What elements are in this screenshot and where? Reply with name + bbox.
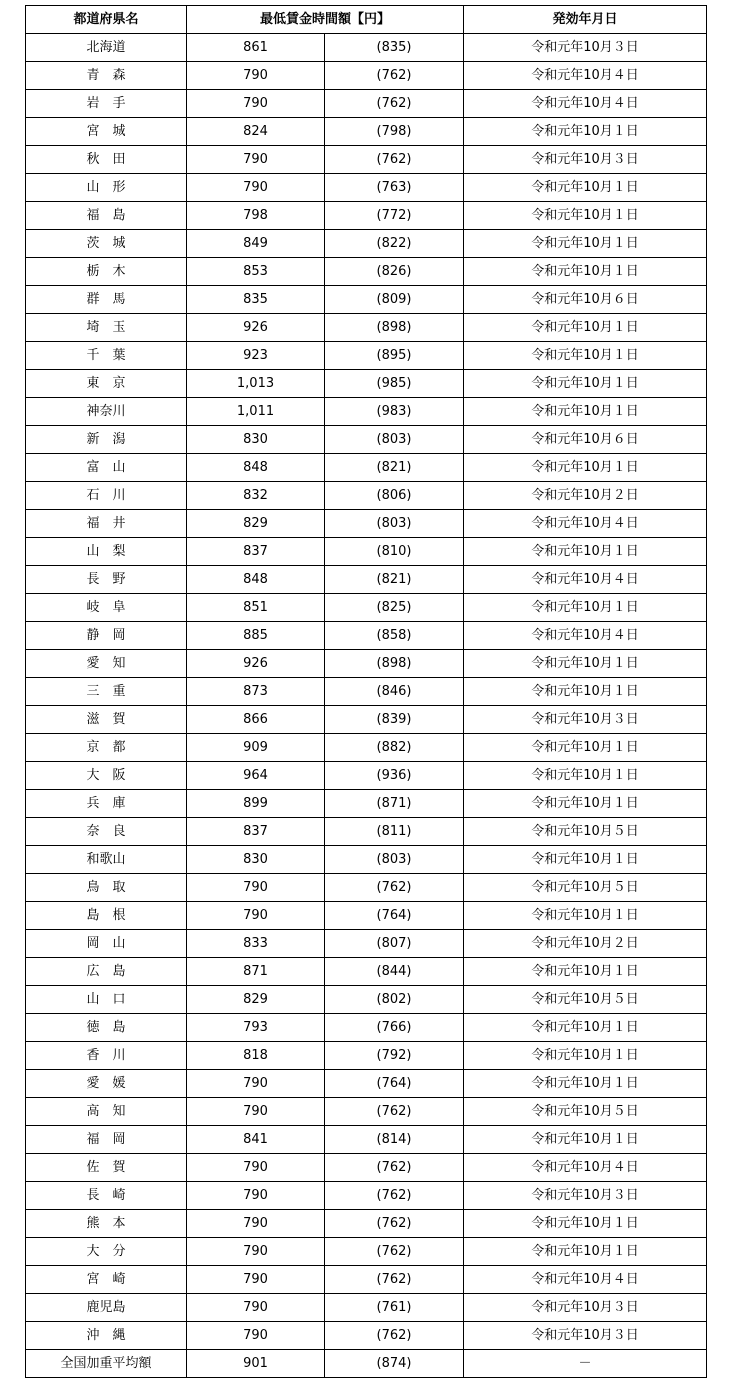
previous-wage-cell: (936)	[325, 762, 464, 790]
effective-date-cell: 令和元年10月１日	[464, 314, 707, 342]
previous-wage-cell: (803)	[325, 426, 464, 454]
effective-date-cell: 令和元年10月１日	[464, 846, 707, 874]
prefecture-cell: 新 潟	[26, 426, 187, 454]
table-row	[26, 1070, 707, 1098]
previous-wage-cell: (858)	[325, 622, 464, 650]
previous-wage-cell: (846)	[325, 678, 464, 706]
table-row	[26, 118, 707, 146]
effective-date-cell: 令和元年10月４日	[464, 510, 707, 538]
prefecture-cell: 広 島	[26, 958, 187, 986]
current-wage-cell: 790	[187, 1070, 325, 1098]
table-row	[26, 62, 707, 90]
prefecture-cell: 栃 木	[26, 258, 187, 286]
table-row	[26, 90, 707, 118]
current-wage-cell: 873	[187, 678, 325, 706]
effective-date-cell: 令和元年10月３日	[464, 1294, 707, 1322]
current-wage-cell: 830	[187, 426, 325, 454]
table-row	[26, 874, 707, 902]
table-row	[26, 1154, 707, 1182]
effective-date-cell: 令和元年10月１日	[464, 1210, 707, 1238]
effective-date-cell: 令和元年10月１日	[464, 370, 707, 398]
effective-date-cell: 令和元年10月４日	[464, 90, 707, 118]
prefecture-cell: 沖 縄	[26, 1322, 187, 1350]
previous-wage-cell: (761)	[325, 1294, 464, 1322]
effective-date-cell: 令和元年10月１日	[464, 650, 707, 678]
previous-wage-cell: (871)	[325, 790, 464, 818]
effective-date-cell: 令和元年10月１日	[464, 1042, 707, 1070]
table-row	[26, 566, 707, 594]
table-row	[26, 846, 707, 874]
previous-wage-cell: (825)	[325, 594, 464, 622]
prefecture-cell: 宮 城	[26, 118, 187, 146]
previous-wage-cell: (844)	[325, 958, 464, 986]
effective-date-cell: 令和元年10月１日	[464, 118, 707, 146]
prefecture-cell: 大 分	[26, 1238, 187, 1266]
effective-date-cell: 令和元年10月４日	[464, 62, 707, 90]
table-row	[26, 510, 707, 538]
previous-wage-cell: (762)	[325, 1210, 464, 1238]
minimum-wage-table	[25, 5, 707, 1378]
table-row	[26, 1294, 707, 1322]
effective-date-cell: 令和元年10月１日	[464, 1238, 707, 1266]
prefecture-cell: 東 京	[26, 370, 187, 398]
current-wage-cell: 835	[187, 286, 325, 314]
previous-wage-cell: (803)	[325, 510, 464, 538]
previous-wage-cell: (762)	[325, 1154, 464, 1182]
effective-date-cell: 令和元年10月４日	[464, 1266, 707, 1294]
effective-date-cell: 令和元年10月５日	[464, 874, 707, 902]
previous-wage-cell: (809)	[325, 286, 464, 314]
prefecture-cell: 佐 賀	[26, 1154, 187, 1182]
current-wage-cell: 837	[187, 538, 325, 566]
effective-date-cell: 令和元年10月１日	[464, 398, 707, 426]
previous-wage-cell: (822)	[325, 230, 464, 258]
previous-wage-cell: (762)	[325, 146, 464, 174]
effective-date-cell: 令和元年10月１日	[464, 454, 707, 482]
previous-wage-cell: (764)	[325, 1070, 464, 1098]
prefecture-cell: 神奈川	[26, 398, 187, 426]
table-row	[26, 594, 707, 622]
effective-date-cell: 令和元年10月１日	[464, 678, 707, 706]
current-wage-cell: 790	[187, 174, 325, 202]
current-wage-cell: 899	[187, 790, 325, 818]
table-row	[26, 258, 707, 286]
effective-date-cell: 令和元年10月１日	[464, 734, 707, 762]
prefecture-cell: 島 根	[26, 902, 187, 930]
effective-date-cell: 令和元年10月４日	[464, 1154, 707, 1182]
current-wage-cell: 848	[187, 566, 325, 594]
prefecture-cell: 埼 玉	[26, 314, 187, 342]
prefecture-cell: 大 阪	[26, 762, 187, 790]
previous-wage-cell: (811)	[325, 818, 464, 846]
previous-wage-cell: (985)	[325, 370, 464, 398]
table-row	[26, 538, 707, 566]
current-wage-cell: 798	[187, 202, 325, 230]
header-wage: 最低賃金時間額【円】	[187, 6, 464, 34]
current-wage-cell: 1,011	[187, 398, 325, 426]
current-wage-cell: 833	[187, 930, 325, 958]
previous-wage-cell: (806)	[325, 482, 464, 510]
previous-wage-cell: (821)	[325, 454, 464, 482]
current-wage-cell: 790	[187, 1098, 325, 1126]
previous-wage-cell: (983)	[325, 398, 464, 426]
effective-date-cell: 令和元年10月１日	[464, 174, 707, 202]
previous-wage-cell: (802)	[325, 986, 464, 1014]
header-prefecture: 都道府県名	[26, 6, 187, 34]
prefecture-cell: 宮 崎	[26, 1266, 187, 1294]
current-wage-cell: 851	[187, 594, 325, 622]
previous-wage-cell: (807)	[325, 930, 464, 958]
current-wage-cell: 830	[187, 846, 325, 874]
effective-date-cell: 令和元年10月５日	[464, 818, 707, 846]
current-wage-cell: 1,013	[187, 370, 325, 398]
current-wage-cell: 790	[187, 62, 325, 90]
current-wage-cell: 861	[187, 34, 325, 62]
table-row	[26, 734, 707, 762]
table-row	[26, 34, 707, 62]
effective-date-cell: 令和元年10月１日	[464, 342, 707, 370]
prefecture-cell: 熊 本	[26, 1210, 187, 1238]
current-wage-cell: 837	[187, 818, 325, 846]
previous-wage-cell: (839)	[325, 706, 464, 734]
table-row	[26, 1182, 707, 1210]
prefecture-cell: 岐 阜	[26, 594, 187, 622]
previous-wage-cell: (898)	[325, 314, 464, 342]
table-row	[26, 818, 707, 846]
previous-wage-cell: (814)	[325, 1126, 464, 1154]
current-wage-cell: 790	[187, 1154, 325, 1182]
current-wage-cell: 832	[187, 482, 325, 510]
previous-wage-cell: (826)	[325, 258, 464, 286]
previous-wage-cell: (762)	[325, 1266, 464, 1294]
prefecture-cell: 福 岡	[26, 1126, 187, 1154]
current-wage-cell: 871	[187, 958, 325, 986]
prefecture-cell: 鳥 取	[26, 874, 187, 902]
prefecture-cell: 山 形	[26, 174, 187, 202]
prefecture-cell: 奈 良	[26, 818, 187, 846]
table-row	[26, 1266, 707, 1294]
prefecture-cell: 長 野	[26, 566, 187, 594]
previous-wage-cell: (874)	[325, 1350, 464, 1378]
effective-date-cell: 令和元年10月１日	[464, 1014, 707, 1042]
effective-date-cell: 令和元年10月１日	[464, 1070, 707, 1098]
prefecture-cell: 香 川	[26, 1042, 187, 1070]
current-wage-cell: 841	[187, 1126, 325, 1154]
table-row	[26, 1238, 707, 1266]
table-header-row	[26, 6, 707, 34]
table-body	[26, 34, 707, 1378]
prefecture-cell: 全国加重平均額	[26, 1350, 187, 1378]
effective-date-cell: 令和元年10月１日	[464, 594, 707, 622]
prefecture-cell: 秋 田	[26, 146, 187, 174]
effective-date-cell: 令和元年10月１日	[464, 958, 707, 986]
table-row	[26, 230, 707, 258]
previous-wage-cell: (835)	[325, 34, 464, 62]
prefecture-cell: 茨 城	[26, 230, 187, 258]
current-wage-cell: 885	[187, 622, 325, 650]
current-wage-cell: 849	[187, 230, 325, 258]
prefecture-cell: 千 葉	[26, 342, 187, 370]
effective-date-cell: 令和元年10月１日	[464, 902, 707, 930]
effective-date-cell: 令和元年10月３日	[464, 1322, 707, 1350]
previous-wage-cell: (895)	[325, 342, 464, 370]
table-row	[26, 454, 707, 482]
table-row	[26, 370, 707, 398]
prefecture-cell: 愛 知	[26, 650, 187, 678]
effective-date-cell: 令和元年10月１日	[464, 762, 707, 790]
effective-date-cell: 令和元年10月３日	[464, 706, 707, 734]
current-wage-cell: 793	[187, 1014, 325, 1042]
effective-date-cell: 令和元年10月６日	[464, 426, 707, 454]
prefecture-cell: 石 川	[26, 482, 187, 510]
effective-date-cell: 令和元年10月４日	[464, 622, 707, 650]
table-row	[26, 1350, 707, 1378]
current-wage-cell: 829	[187, 510, 325, 538]
current-wage-cell: 818	[187, 1042, 325, 1070]
effective-date-cell: 令和元年10月３日	[464, 1182, 707, 1210]
table-row	[26, 790, 707, 818]
table-row	[26, 706, 707, 734]
prefecture-cell: 滋 賀	[26, 706, 187, 734]
table-row	[26, 650, 707, 678]
table-row	[26, 622, 707, 650]
table-row	[26, 286, 707, 314]
previous-wage-cell: (803)	[325, 846, 464, 874]
current-wage-cell: 790	[187, 1182, 325, 1210]
current-wage-cell: 790	[187, 1322, 325, 1350]
current-wage-cell: 853	[187, 258, 325, 286]
prefecture-cell: 青 森	[26, 62, 187, 90]
table-row	[26, 930, 707, 958]
previous-wage-cell: (762)	[325, 1182, 464, 1210]
current-wage-cell: 909	[187, 734, 325, 762]
effective-date-cell: 令和元年10月１日	[464, 1126, 707, 1154]
current-wage-cell: 790	[187, 146, 325, 174]
current-wage-cell: 824	[187, 118, 325, 146]
prefecture-cell: 山 口	[26, 986, 187, 1014]
effective-date-cell: 令和元年10月４日	[464, 566, 707, 594]
table-row	[26, 342, 707, 370]
current-wage-cell: 848	[187, 454, 325, 482]
effective-date-cell: 令和元年10月３日	[464, 34, 707, 62]
prefecture-cell: 三 重	[26, 678, 187, 706]
previous-wage-cell: (792)	[325, 1042, 464, 1070]
effective-date-cell: 令和元年10月２日	[464, 482, 707, 510]
previous-wage-cell: (821)	[325, 566, 464, 594]
header-effective-date: 発効年月日	[464, 6, 707, 34]
effective-date-cell: 令和元年10月５日	[464, 986, 707, 1014]
prefecture-cell: 北海道	[26, 34, 187, 62]
previous-wage-cell: (764)	[325, 902, 464, 930]
previous-wage-cell: (898)	[325, 650, 464, 678]
previous-wage-cell: (762)	[325, 1238, 464, 1266]
prefecture-cell: 兵 庫	[26, 790, 187, 818]
prefecture-cell: 和歌山	[26, 846, 187, 874]
table-row	[26, 314, 707, 342]
current-wage-cell: 926	[187, 650, 325, 678]
table-row	[26, 1014, 707, 1042]
effective-date-cell: 令和元年10月１日	[464, 202, 707, 230]
prefecture-cell: 徳 島	[26, 1014, 187, 1042]
table-row	[26, 986, 707, 1014]
table-row	[26, 426, 707, 454]
table-row	[26, 902, 707, 930]
previous-wage-cell: (810)	[325, 538, 464, 566]
current-wage-cell: 790	[187, 902, 325, 930]
prefecture-cell: 岩 手	[26, 90, 187, 118]
previous-wage-cell: (772)	[325, 202, 464, 230]
prefecture-cell: 福 井	[26, 510, 187, 538]
prefecture-cell: 高 知	[26, 1098, 187, 1126]
current-wage-cell: 901	[187, 1350, 325, 1378]
effective-date-cell: 令和元年10月６日	[464, 286, 707, 314]
effective-date-cell: 令和元年10月２日	[464, 930, 707, 958]
effective-date-cell: 令和元年10月１日	[464, 538, 707, 566]
previous-wage-cell: (762)	[325, 90, 464, 118]
prefecture-cell: 愛 媛	[26, 1070, 187, 1098]
previous-wage-cell: (762)	[325, 1322, 464, 1350]
effective-date-cell: 令和元年10月５日	[464, 1098, 707, 1126]
previous-wage-cell: (762)	[325, 1098, 464, 1126]
prefecture-cell: 京 都	[26, 734, 187, 762]
current-wage-cell: 790	[187, 874, 325, 902]
current-wage-cell: 790	[187, 1294, 325, 1322]
table-row	[26, 678, 707, 706]
effective-date-cell: 令和元年10月１日	[464, 790, 707, 818]
table-row	[26, 1098, 707, 1126]
table-row	[26, 146, 707, 174]
current-wage-cell: 790	[187, 1210, 325, 1238]
previous-wage-cell: (762)	[325, 62, 464, 90]
prefecture-cell: 福 島	[26, 202, 187, 230]
table-row	[26, 1322, 707, 1350]
previous-wage-cell: (882)	[325, 734, 464, 762]
previous-wage-cell: (798)	[325, 118, 464, 146]
table-row	[26, 1210, 707, 1238]
table-row	[26, 398, 707, 426]
prefecture-cell: 岡 山	[26, 930, 187, 958]
current-wage-cell: 866	[187, 706, 325, 734]
prefecture-cell: 群 馬	[26, 286, 187, 314]
table-row	[26, 1126, 707, 1154]
current-wage-cell: 790	[187, 90, 325, 118]
previous-wage-cell: (762)	[325, 874, 464, 902]
current-wage-cell: 790	[187, 1266, 325, 1294]
effective-date-cell: 令和元年10月１日	[464, 258, 707, 286]
table-row	[26, 482, 707, 510]
table-row	[26, 1042, 707, 1070]
current-wage-cell: 790	[187, 1238, 325, 1266]
current-wage-cell: 964	[187, 762, 325, 790]
prefecture-cell: 長 崎	[26, 1182, 187, 1210]
effective-date-cell: －	[464, 1350, 707, 1378]
current-wage-cell: 923	[187, 342, 325, 370]
previous-wage-cell: (766)	[325, 1014, 464, 1042]
prefecture-cell: 鹿児島	[26, 1294, 187, 1322]
previous-wage-cell: (763)	[325, 174, 464, 202]
prefecture-cell: 静 岡	[26, 622, 187, 650]
table-row	[26, 174, 707, 202]
table-row	[26, 202, 707, 230]
table-row	[26, 958, 707, 986]
table-row	[26, 762, 707, 790]
current-wage-cell: 829	[187, 986, 325, 1014]
effective-date-cell: 令和元年10月１日	[464, 230, 707, 258]
prefecture-cell: 富 山	[26, 454, 187, 482]
effective-date-cell: 令和元年10月３日	[464, 146, 707, 174]
current-wage-cell: 926	[187, 314, 325, 342]
prefecture-cell: 山 梨	[26, 538, 187, 566]
